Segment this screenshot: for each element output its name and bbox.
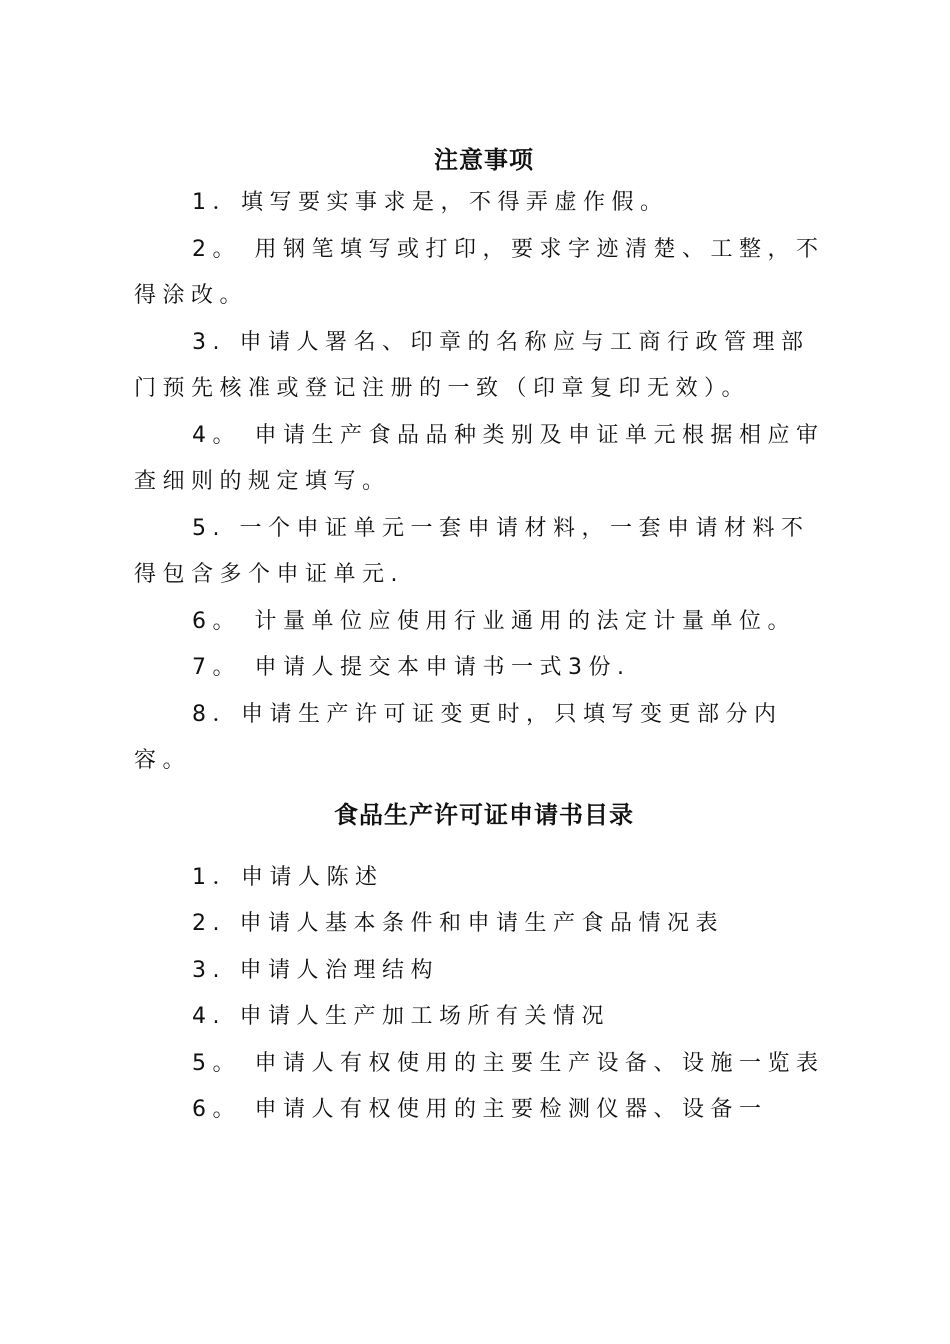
note-item-4: 4。 申请生产食品品种类别及申证单元根据相应审查细则的规定填写。 <box>134 422 825 494</box>
toc-item-4: 4. 申请人生产加工场所有关情况 <box>192 1004 610 1029</box>
note-item-6: 6。 计量单位应使用行业通用的法定计量单位。 <box>192 608 796 634</box>
note-item-1: 1．填写要实事求是，不得弄虚作假。 <box>192 190 669 215</box>
document-page <box>134 140 834 1134</box>
notes-list <box>134 180 834 785</box>
toc-title: 食品生产许可证申请书目录 <box>334 799 634 829</box>
note-item-5: 5. 一个申证单元一套申请材料，一套申请材料不得包含多个申证单元. <box>134 515 810 587</box>
toc-item-2: 2. 申请人基本条件和申请生产食品情况表 <box>192 911 724 936</box>
toc-list <box>134 855 834 1134</box>
toc-item-5: 5。 申请人有权使用的主要生产设备、设施一览表 <box>192 1050 825 1076</box>
toc-item-3: 3. 申请人治理结构 <box>192 957 439 983</box>
toc-item-6: 6。 申请人有权使用的主要检测仪器、设备一 <box>192 1097 768 1122</box>
note-item-7: 7。 申请人提交本申请书一式3份. <box>192 655 631 680</box>
note-item-2: 2。 用钢笔填写或打印，要求字迹清楚、工整，不得涂改。 <box>134 236 825 308</box>
notes-title: 注意事项 <box>434 145 534 174</box>
note-item-3: 3. 申请人署名、印章的名称应与工商行政管理部门预先核准或登记注册的一致（印章复印无效）。 <box>134 329 810 401</box>
note-item-8: 8．申请生产许可证变更时，只填写变更部分内容。 <box>134 701 783 773</box>
toc-item-1: 1．申请人陈述 <box>192 864 384 890</box>
